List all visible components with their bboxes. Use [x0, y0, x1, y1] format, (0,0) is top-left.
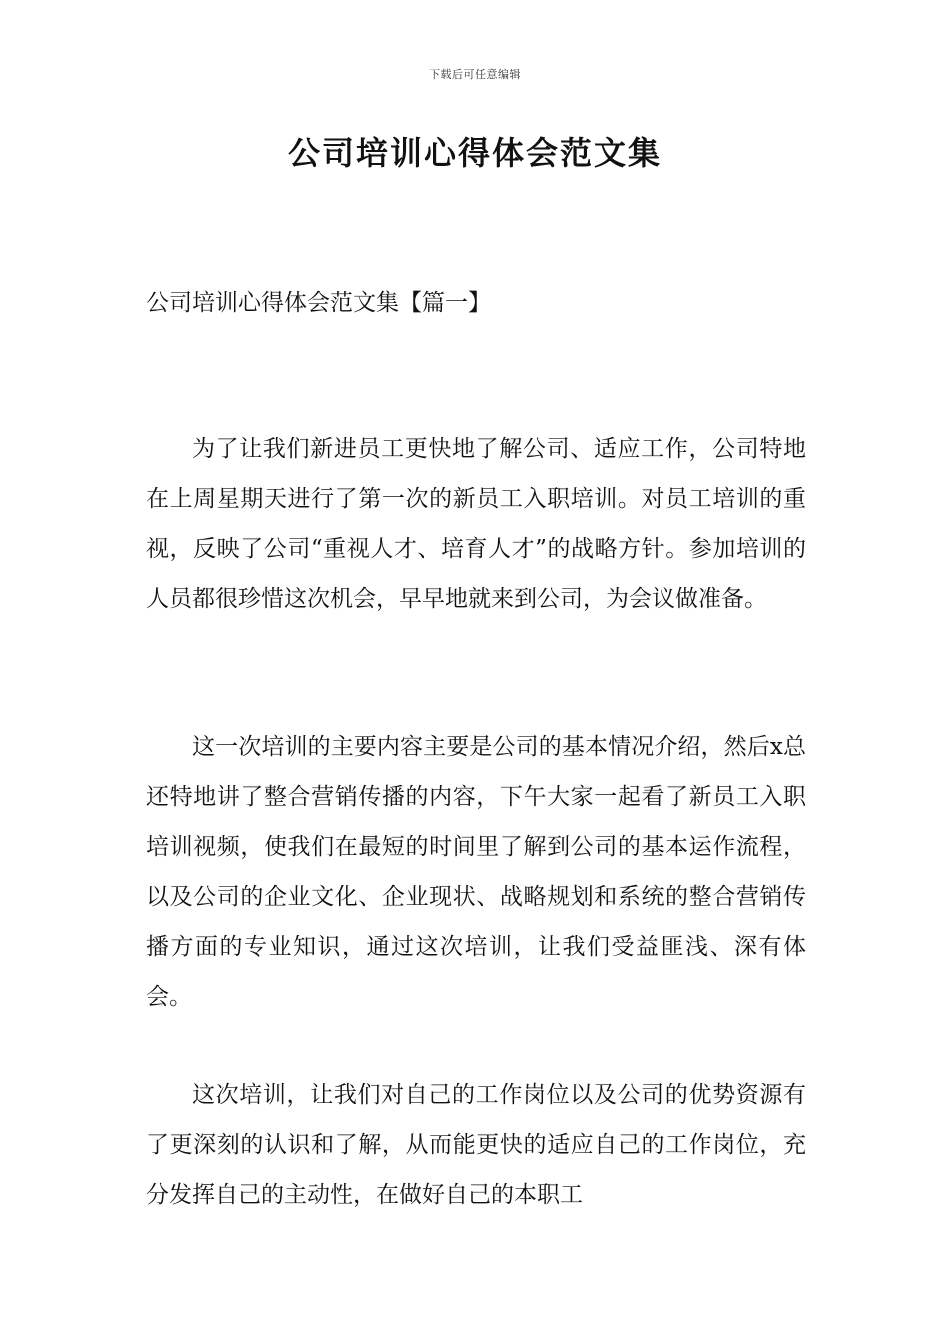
body-paragraph: 为了让我们新进员工更快地了解公司、适应工作，公司特地在上周星期天进行了第一次的新员工入职培训。对员工培训的重视，反映了公司“重视人才、培育人才”的战略方针。参加培训的人员都很珍惜这次机会，早早地就来到公司，为会议做准备。 [146, 436, 806, 612]
body-paragraph: 这次培训，让我们对自己的工作岗位以及公司的优势资源有了更深刻的认识和了解，从而能更快的适应自己的工作岗位，充分发挥自己的主动性，在做好自己的本职工 [146, 1082, 806, 1208]
body-paragraph: 这一次培训的主要内容主要是公司的基本情况介绍，然后x总还特地讲了整合营销传播的内容，下午大家一起看了新员工入职培训视频，使我们在最短的时间里了解到公司的基本运作流程，以及公司的企业文化、企业现状、战略规划和系统的整合营销传播方面的专业知识，通过这次培训，让我们受益匪浅、深有体会。 [146, 734, 806, 1010]
section-heading: 公司培训心得体会范文集【篇一】 [146, 290, 491, 316]
header-note: 下载后可任意编辑 [429, 68, 521, 81]
document-title: 公司培训心得体会范文集 [287, 134, 662, 172]
